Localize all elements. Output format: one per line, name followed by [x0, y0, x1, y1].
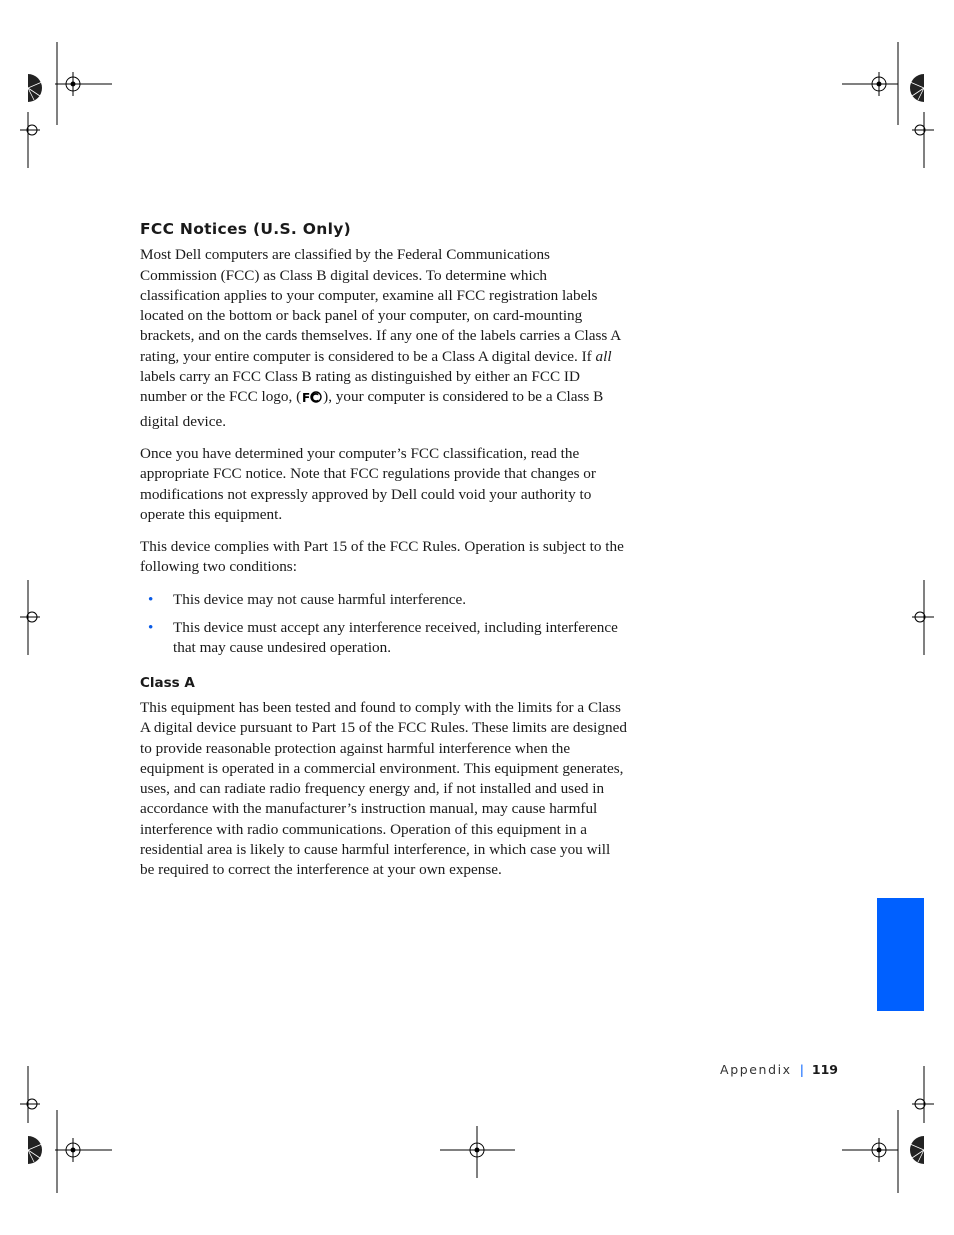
- footer-section-label: Appendix: [720, 1062, 792, 1077]
- fcc-notice-paragraph: Once you have determined your computer’s FCC classification, read the appropriate FCC notice. Note that FCC regulations provide that changes or modifications not expressly approved by Dell could void your authority to operate this equipment.: [140, 444, 596, 523]
- para1-text-c: ), your computer is considered to be a Class B digital device.: [140, 388, 604, 430]
- part15-paragraph: This device complies with Part 15 of the FCC Rules. Operation is subject to the following two conditions:: [140, 538, 624, 576]
- list-item-text: This device must accept any interference received, including interference that may cause undesired operation.: [173, 619, 618, 657]
- fcc-logo-icon: [302, 389, 322, 411]
- para1-italic-all: all: [595, 347, 612, 365]
- para1-text-b: labels carry an FCC Class B rating as distinguished by either an FCC ID number or the FCC logo, (: [140, 368, 580, 406]
- page-number: 119: [811, 1062, 838, 1077]
- fcc-logo-text: FC: [302, 391, 320, 406]
- list-item: [140, 618, 628, 659]
- main-content: [140, 219, 628, 893]
- section-title: FCC Notices (U.S. Only): [140, 220, 352, 238]
- list-item: [140, 590, 628, 610]
- chapter-thumb-tab: [877, 898, 924, 1011]
- para1-text-a: Most Dell computers are classified by the Federal Communications Commission (FCC) as Class B digital devices. To determine which classification applies to your computer, examine all FCC registration labels located on the bottom or back panel of your computer, on card-mounting brackets, and on the cards themselves. If any one of the labels carries a Class A rating, your entire computer is considered to be a Class A digital device. If: [140, 246, 621, 365]
- bullet-icon: •: [148, 590, 154, 608]
- class-a-heading: Class A: [140, 674, 195, 691]
- bullet-icon: •: [148, 619, 154, 637]
- list-item-text: This device may not cause harmful interference.: [173, 590, 467, 608]
- class-a-paragraph: This equipment has been tested and found to comply with the limits for a Class A digital device pursuant to Part 15 of the FCC Rules. These limits are designed to provide reasonable protection against harmful interference when the equipment is operated in a commercial environment. This equipment generates, uses, and can radiate radio frequency energy and, if not installed and used in accordance with the manufacturer’s instruction manual, may cause harmful interference with radio communications. Operation of this equipment in a residential area is likely to cause harmful interference, in which case you will be required to correct the interference at your own expense.: [140, 698, 627, 879]
- conditions-list: [140, 590, 628, 659]
- footer-separator: |: [799, 1062, 804, 1077]
- fcc-classification-paragraph: [140, 245, 628, 432]
- page-footer: [700, 1062, 838, 1077]
